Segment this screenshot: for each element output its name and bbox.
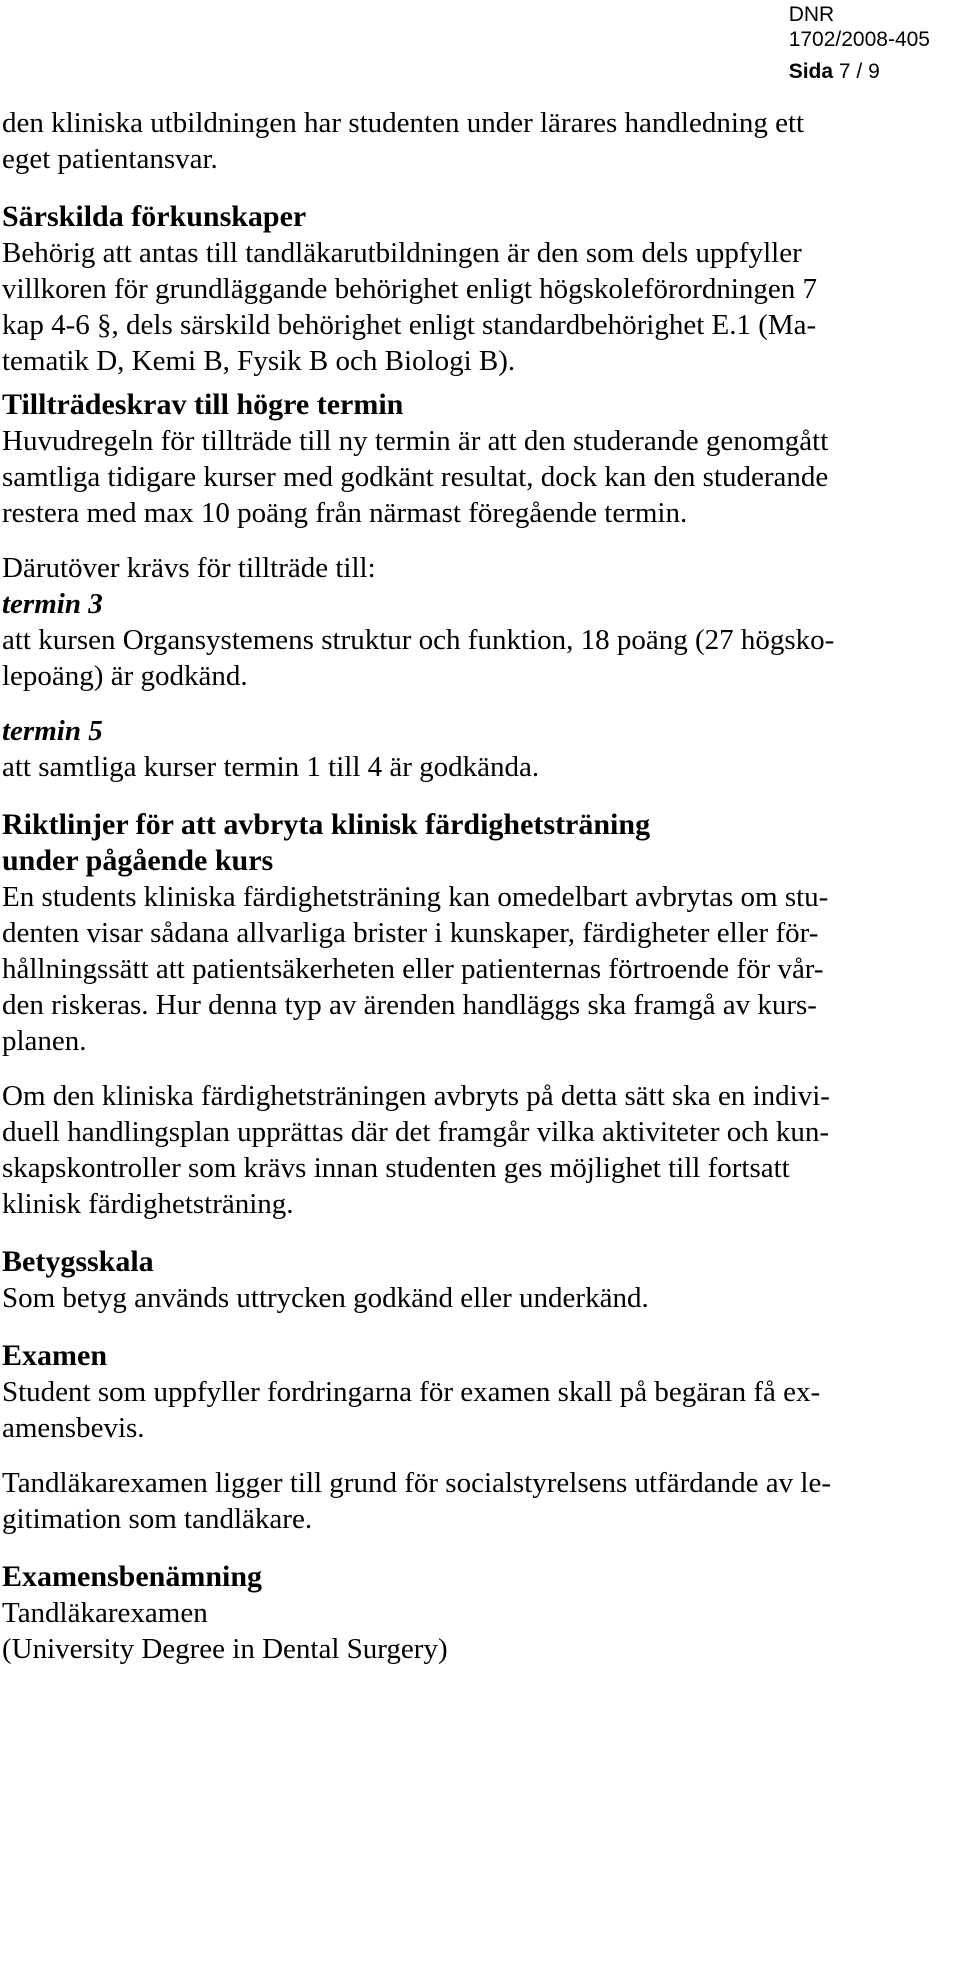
body-line: duell handlingsplan upprättas där det framgår vilka aktiviteter och kun- (2, 1116, 830, 1148)
body-line: restera med max 10 poäng från närmast föregående termin. (2, 497, 688, 529)
body-line: Om den kliniska färdighetsträningen avbryts på detta sätt ska en indivi- (2, 1080, 830, 1112)
body-line: skapskontroller som krävs innan studenten ges möjlighet till fortsatt (2, 1152, 790, 1184)
body-line: En students kliniska färdighetsträning kan omedelbart avbrytas om stu- (2, 881, 829, 913)
section-heading-guidelines-cont: under pågående kurs (2, 844, 274, 877)
body-line: att kursen Organsystemens struktur och funktion, 18 poäng (27 högsko- (2, 624, 835, 656)
body-line: Huvudregeln för tillträde till ny termin är att den studerande genomgått (2, 425, 829, 457)
section-heading-degree: Examen (2, 1339, 107, 1372)
body-line: Student som uppfyller fordringarna för examen skall på begäran få ex- (2, 1376, 821, 1408)
body-line: Därutöver krävs för tillträde till: (2, 552, 376, 584)
body-line: Tandläkarexamen (2, 1597, 208, 1629)
term-5-label: termin 5 (2, 715, 103, 747)
body-line: gitimation som tandläkare. (2, 1503, 313, 1535)
page-number: 7 / 9 (838, 60, 880, 83)
body-line: tematik D, Kemi B, Fysik B och Biologi B). (2, 345, 516, 377)
document-header (789, 2, 930, 84)
body-line: hållningssätt att patientsäkerheten eller patienternas förtroende för vår- (2, 953, 824, 985)
section-heading-degree-title: Examensbenämning (2, 1560, 263, 1593)
body-line: klinisk färdighetsträning. (2, 1188, 294, 1220)
body-line: Tandläkarexamen ligger till grund för socialstyrelsens utfärdande av le- (2, 1467, 831, 1499)
term-3-label: termin 3 (2, 588, 103, 620)
section-heading-guidelines: Riktlinjer för att avbryta klinisk färdighetsträning (2, 808, 651, 841)
body-line: (University Degree in Dental Surgery) (2, 1633, 448, 1665)
body-line: amensbevis. (2, 1412, 145, 1444)
page-label: Sida (788, 60, 834, 83)
dnr-number: 1702/2008-405 (788, 28, 930, 51)
body-line: kap 4-6 §, dels särskild behörighet enligt standardbehörighet E.1 (Ma- (2, 309, 817, 341)
dnr-label: DNR (788, 3, 835, 26)
body-line: villkoren för grundläggande behörighet enligt högskoleförordningen 7 (2, 273, 818, 305)
body-line: att samtliga kurser termin 1 till 4 är godkända. (2, 751, 540, 783)
page-indicator (789, 59, 930, 84)
intro-line: den kliniska utbildningen har studenten under lärares handledning ett (2, 107, 805, 139)
body-line: Behörig att antas till tandläkarutbildningen är den som dels uppfyller (2, 237, 802, 269)
section-heading-grading: Betygsskala (2, 1245, 154, 1278)
body-line: Som betyg används uttrycken godkänd eller underkänd. (2, 1282, 649, 1314)
document-body (2, 105, 958, 1667)
body-line: lepoäng) är godkänd. (2, 660, 248, 692)
body-line: planen. (2, 1025, 87, 1057)
section-heading-prerequisites: Särskilda förkunskaper (2, 200, 307, 233)
section-heading-admission: Tillträdeskrav till högre termin (2, 388, 404, 421)
body-line: samtliga tidigare kurser med godkänt resultat, dock kan den studerande (2, 461, 829, 493)
body-line: denten visar sådana allvarliga brister i kunskaper, färdigheter eller för- (2, 917, 819, 949)
body-line: den riskeras. Hur denna typ av ärenden handläggs ska framgå av kurs- (2, 989, 817, 1021)
intro-line: eget patientansvar. (2, 143, 218, 175)
